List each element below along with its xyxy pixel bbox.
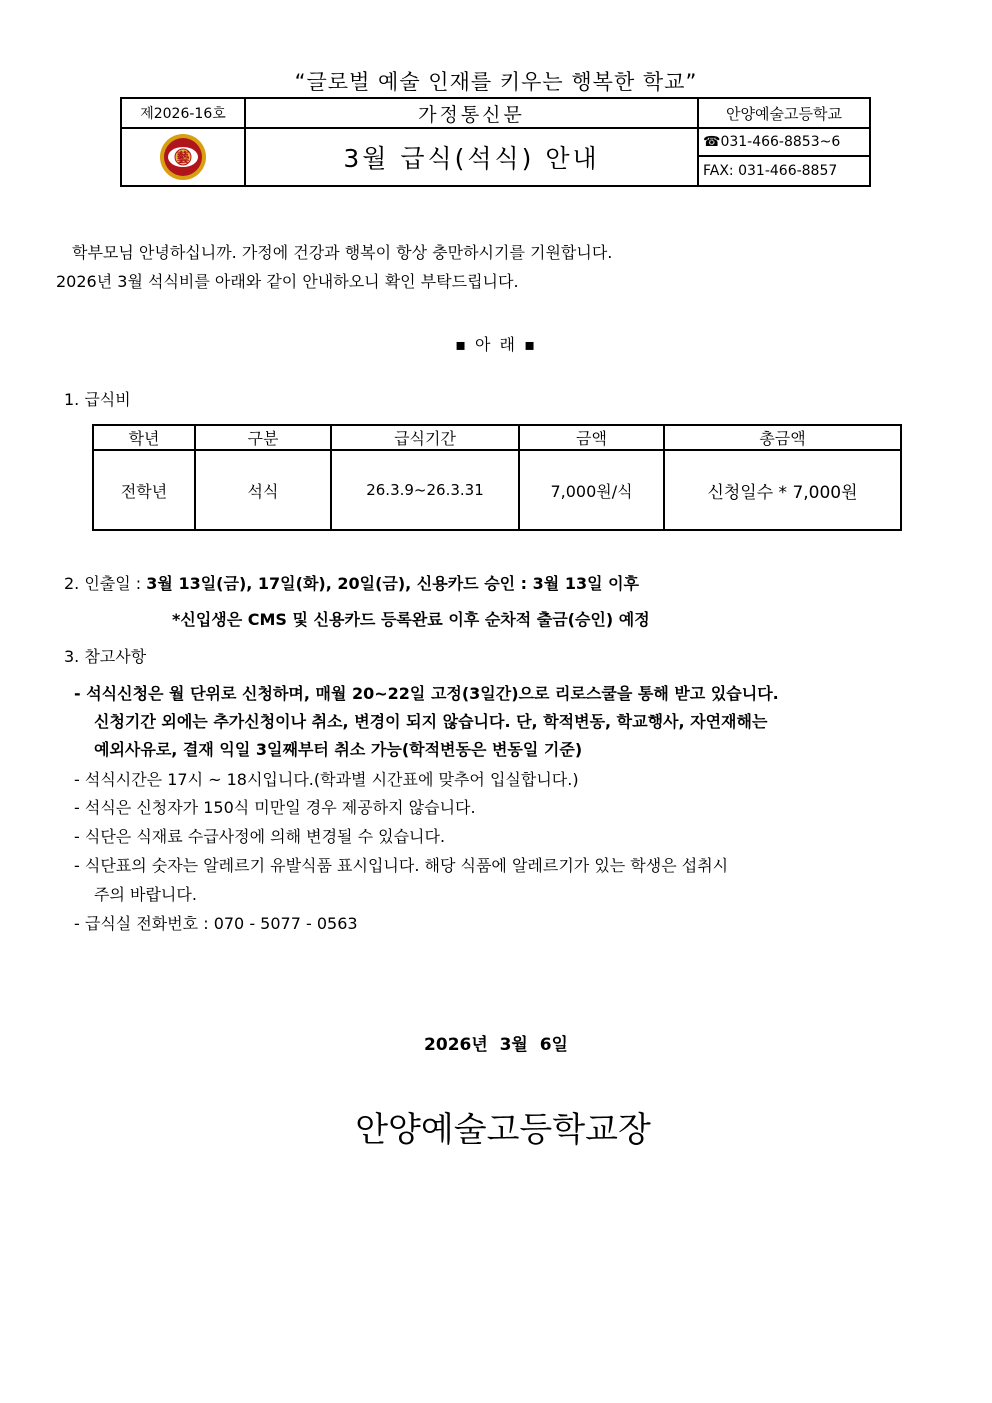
cell-period: 26.3.9~26.3.31 [331,450,519,530]
issue-date: 2026년 3월 6일 [424,1035,568,1055]
cell-price: 7,000원/식 [519,450,664,530]
section-2 [64,571,639,594]
school-logo-icon [159,133,207,181]
note-item-2: - 석식시간은 17시 ~ 18시입니다.(학과별 시간표에 맞추어 입실합니다.) [74,770,579,789]
note-item-3: - 석식은 신청자가 150식 미만일 경우 제공하지 않습니다. [74,798,476,817]
table-row [93,450,901,530]
page-title: 3월 급식(석식) 안내 [245,128,698,186]
cell-total: 신청일수 * 7,000원 [664,450,901,530]
col-header-grade: 학년 [93,425,195,450]
school-logo-cell [121,128,245,186]
note-item-1-line-2: 신청기간 외에는 추가신청이나 취소, 변경이 되지 않습니다. 단, 학적변동, 학교행사, 자연재해는 [94,712,768,731]
section-1-title: 1. 급식비 [64,390,131,409]
issue-number: 제2026-16호 [121,98,245,128]
note-item-6: - 급식실 전화번호 : 070 - 5077 - 0563 [74,914,358,933]
intro-line-2: 2026년 3월 석식비를 아래와 같이 안내하오니 확인 부탁드립니다. [56,272,519,291]
logo-char: 藝 [176,151,190,166]
cell-grade: 전학년 [93,450,195,530]
section-3-title: 3. 참고사항 [64,647,147,666]
note-item-5-line-1: - 식단표의 숫자는 알레르기 유발식품 표시입니다. 해당 식품에 알레르기가 있는 학생은 섭취시 [74,856,729,875]
school-phone: ☎031-466-8853~6 [698,128,870,156]
school-motto: “글로벌 예술 인재를 키우는 행복한 학교” [294,70,698,94]
principal-signature: 안양예술고등학교장 [355,1110,651,1150]
col-header-period: 급식기간 [331,425,519,450]
new-student-note: *신입생은 CMS 및 신용카드 등록완료 이후 순차적 출금(승인) 예정 [172,610,650,629]
school-fax: FAX: 031-466-8857 [698,156,870,186]
col-header-price: 금액 [519,425,664,450]
note-item-1-line-1: - 석식신청은 월 단위로 신청하며, 매월 20~22일 고정(3일간)으로 리로스쿨을 통해 받고 있습니다. [74,684,779,703]
withdrawal-dates: 3월 13일(금), 17일(화), 20일(금), 신용카드 승인 : 3월 13일 이후 [146,574,640,593]
col-header-total: 총금액 [664,425,901,450]
letter-type: 가정통신문 [245,98,698,128]
col-header-type: 구분 [195,425,331,450]
cell-type: 석식 [195,450,331,530]
school-name: 안양예술고등학교 [698,98,870,128]
note-item-4: - 식단은 식재료 수급사정에 의해 변경될 수 있습니다. [74,827,446,846]
letter-header-table [120,97,871,187]
section-2-label: 2. 인출일 : [64,574,147,593]
note-item-1-line-3: 예외사유로, 결재 익일 3일째부터 취소 가능(학적변동은 변동일 기준) [94,740,583,759]
meal-fee-table [92,424,902,531]
intro-line-1: 학부모님 안녕하십니까. 가정에 건강과 행복이 항상 충만하시기를 기원합니다. [72,243,613,262]
note-item-5-line-2: 주의 바랍니다. [94,885,197,904]
notice-heading: ▪ 아 래 ▪ [455,335,537,354]
